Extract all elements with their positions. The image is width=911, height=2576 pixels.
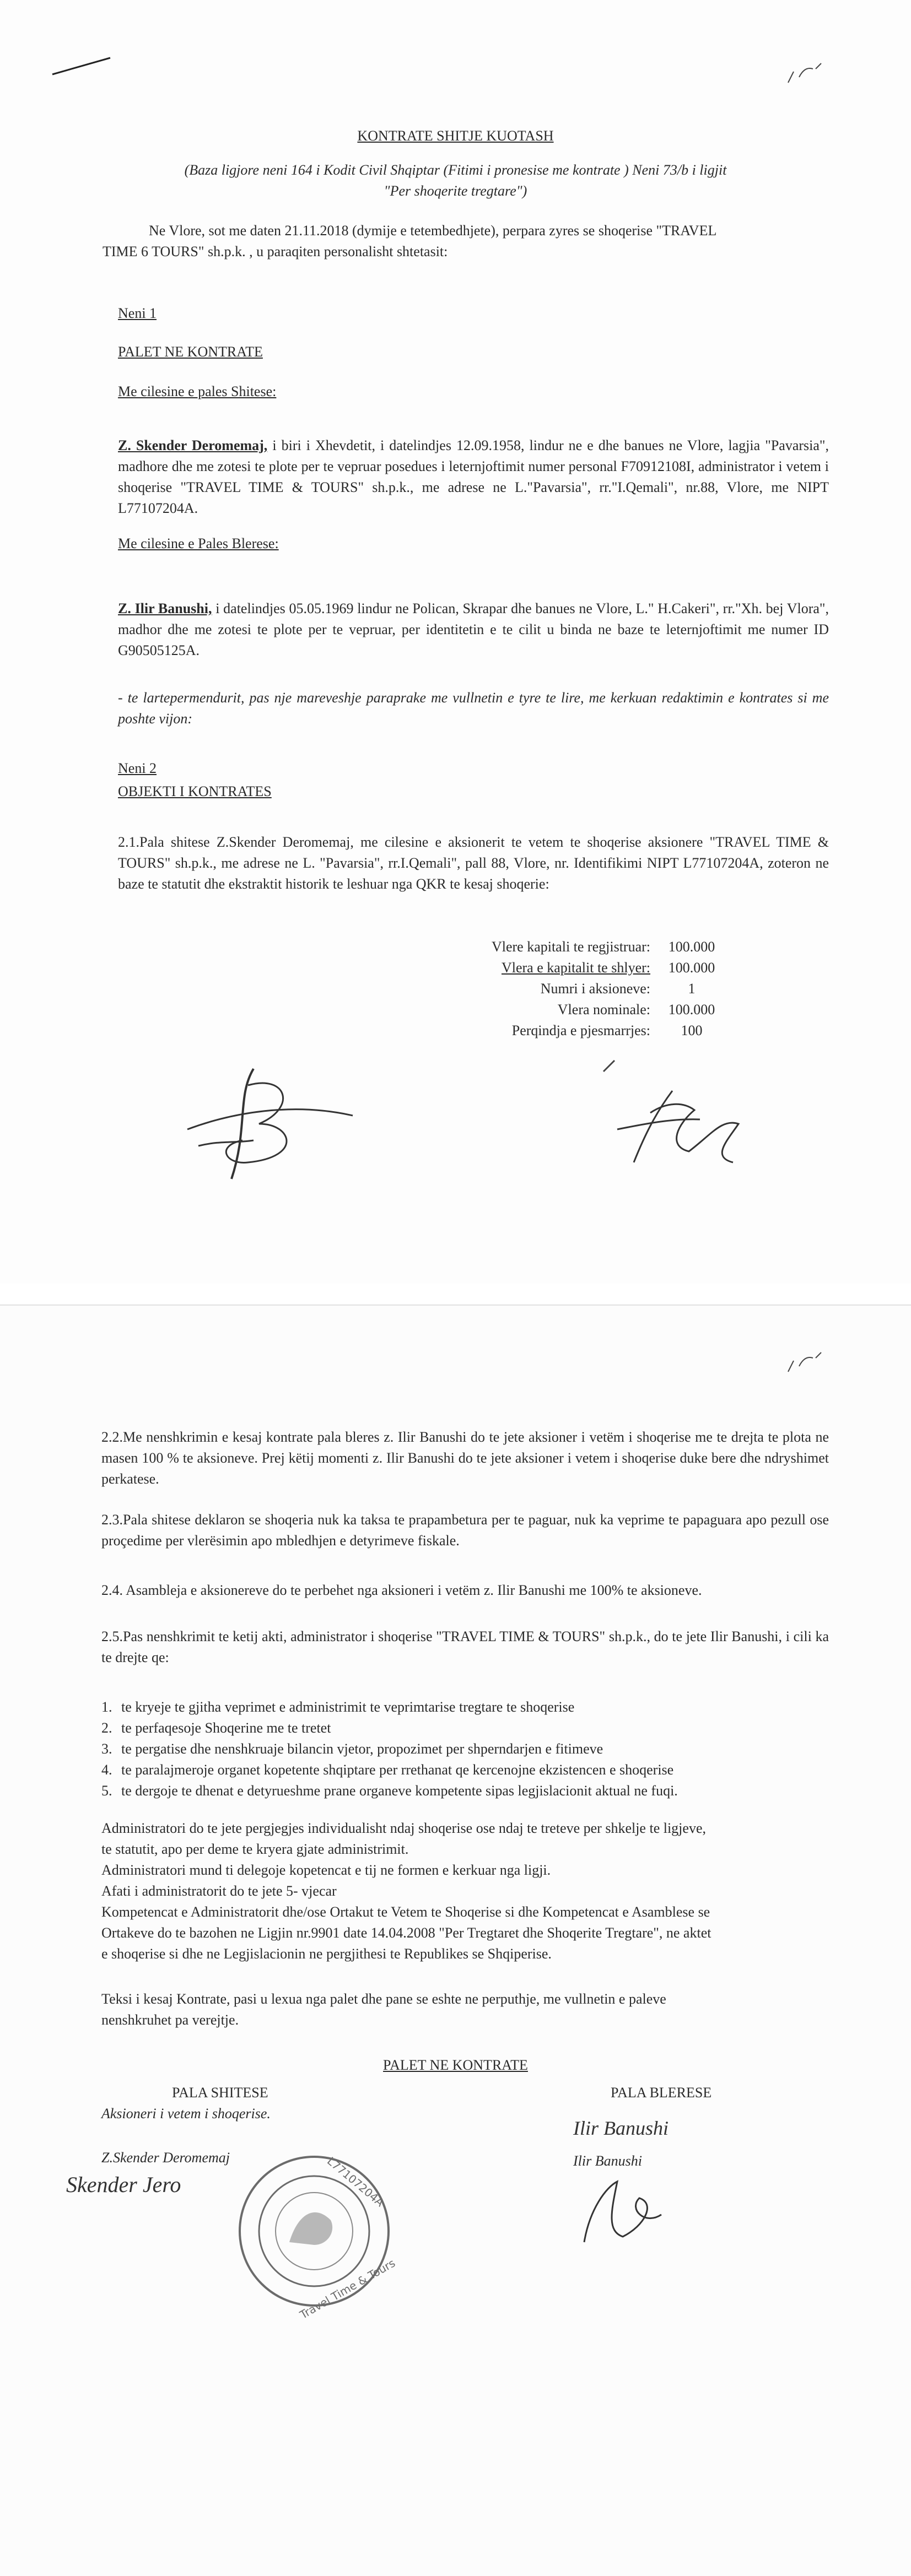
list-text: te kryeje te gjitha veprimet e administrimit te veprimtarise tregtare te shoqerise [121, 1699, 575, 1715]
capital-label: Perqindja e pjesmarrjes: [511, 1022, 650, 1038]
document-title: KONTRATE SHITJE KUOTASH [357, 128, 554, 144]
admin-text-line: te statutit, apo per deme te kryera gjate administrimit. [101, 1841, 409, 1857]
scan-mark [601, 1058, 617, 1074]
list-item [101, 1739, 678, 1760]
seller-handwritten-signature: Skender Jero [66, 2172, 181, 2197]
list-text: te perfaqesoje Shoqerine me te tretet [121, 1720, 331, 1736]
capital-label: Vlera nominale: [557, 1002, 650, 1018]
buyer-name: Z. Ilir Banushi, [118, 600, 212, 616]
company-stamp [231, 2149, 398, 2322]
seller-role: Aksioneri i vetem i shoqerise. [101, 2106, 271, 2122]
subject-heading: OBJEKTI I KONTRATES [118, 783, 272, 799]
contract-page-1 [0, 0, 911, 1284]
scan-mark [783, 61, 827, 88]
clause-2-3: 2.3.Pala shitese deklaron se shoqeria nuk ka taksa te prapambetura per te paguar, nuk ka veprime te papaguara apo pezull ose proçedime per vlerësimin apo mbledhjen e detyrimeve fiskale. [101, 1512, 829, 1549]
buyer-details: i datelindjes 05.05.1969 lindur ne Polican, Skrapar dhe banues ne Vlore, L." H.Cakeri", rr."Xh. bej Vlora", madhor dhe me zotesi te plote per te vepruar, per identitetin e te cilit u binda ne baze te leternjoftimit me numer ID G90505125A. [118, 600, 829, 658]
list-number: 2. [101, 1720, 112, 1736]
clause-2-1: 2.1.Pala shitese Z.Skender Deromemaj, me cilesine e aksionerit te vetem te shoqerise aksionere "TRAVEL TIME & TOURS" sh.p.k., me adrese ne L. "Pavarsia", rr.I.Qemali", pall 88, Vlore, nr. Identifikimi NIPT L77107204A, zoteron ne baze te statutit dhe ekstraktit historik te leshuar nga QKR te kesaj shoqerie: [118, 834, 829, 892]
intro-line-2: TIME 6 TOURS" sh.p.k. , u paraqiten personalisht shtetasit: [103, 243, 448, 259]
legal-basis-line-2: "Per shoqerite tregtare") [384, 183, 527, 199]
administrator-rights-list [101, 1697, 678, 1801]
admin-text-line: Afati i administratorit do te jete 5- vjecar [101, 1883, 337, 1899]
scan-mark [783, 1350, 827, 1377]
closing-line-2: nenshkruhet pa verejtje. [101, 2012, 239, 2028]
buyer-description [118, 598, 829, 661]
clause-2-4: 2.4. Asambleja e aksionereve do te perbehet nga aksioneri i vetëm z. Ilir Banushi me 100% te aksioneve. [101, 1582, 702, 1598]
seller-details: i biri i Xhevdetit, i datelindjes 12.09.1958, lindur ne e dhe banues ne Vlore, lagjia "Pavarsia", madhore dhe me zotesi te plote per te vepruar posedues i leternjoftimit numer personal F70912108I, administrator i vetem i shoqerise "TRAVEL TIME & TOURS" sh.p.k., me adrese ne L."Pavarsia", rr."I.Qemali", nr.88, Vlore, me NIPT L77107204A. [118, 437, 829, 516]
closing-line-1: Teksi i kesaj Kontrate, pasi u lexua nga palet dhe pane se eshte ne perputhje, me vullnetin e paleve [101, 1991, 666, 2007]
article-1-heading: Neni 1 [118, 305, 157, 321]
buyer-handwritten-signature: Ilir Banushi [573, 2117, 669, 2139]
seller-quality-label: Me cilesine e pales Shitese: [118, 383, 277, 399]
list-item [101, 1781, 678, 1801]
list-item [101, 1697, 678, 1718]
capital-row [441, 957, 772, 978]
parties-heading: PALET NE KONTRATE [118, 344, 263, 360]
page-gap [0, 1284, 911, 1306]
admin-text-line: Administratori mund ti delegoje kopetencat e tij ne formen e kerkuar nga ligji. [101, 1862, 551, 1878]
list-text: te dergoje te dhenat e detyrueshme prane organeve kompetente sipas legjislacionit aktual ne fuqi. [121, 1783, 678, 1799]
clause-2-5: 2.5.Pas nenshkrimit te ketij akti, administrator i shoqerise "TRAVEL TIME & TOURS" sh.p.k., do te jete Ilir Banushi, i cili ka te drejte qe: [101, 1628, 829, 1665]
admin-text-line: Administratori do te jete pergjegjes individualisht ndaj shoqerise ose ndaj te treteve per shkelje te ligjeve, [101, 1820, 706, 1836]
seller-label: PALA SHITESE [172, 2085, 268, 2101]
article-2-heading: Neni 2 [118, 760, 157, 776]
list-text: te pergatise dhe nenshkruaje bilancin vjetor, propozimet per shperndarjen e fitimeve [121, 1741, 603, 1757]
capital-label: Vlere kapitali te regjistruar: [491, 939, 650, 955]
capital-value: 1 [688, 981, 696, 997]
admin-text-line: Kompetencat e Administratorit dhe/ose Ortakut te Vetem te Shoqerise si dhe Kompetencat e Asamblese se [101, 1904, 710, 1920]
capital-row [441, 978, 772, 999]
seller-name: Z. Skender Deromemaj, [118, 437, 268, 453]
buyer-signatory-name: Ilir Banushi [573, 2153, 642, 2169]
capital-table [441, 937, 772, 1041]
buyer-label: PALA BLERESE [611, 2085, 712, 2101]
list-number: 3. [101, 1741, 112, 1757]
seller-signatory-name: Z.Skender Deromemaj [101, 2150, 230, 2166]
stamp-text: L77107204A [324, 2154, 387, 2210]
buyer-signature-scribble [573, 2176, 672, 2253]
seller-initials-signature [165, 1063, 364, 1190]
capital-row [441, 937, 772, 957]
list-item [101, 1718, 678, 1739]
legal-basis-line-1: (Baza ligjore neni 164 i Kodit Civil Shqiptar (Fitimi i pronesise me kontrate ) Neni 73/b i ligjit [184, 162, 727, 178]
seller-description [118, 435, 829, 519]
capital-label: Numri i aksioneve: [540, 981, 650, 997]
list-text: te paralajmeroje organet kopetente shqiptare per rrethanat qe kercenojne ekzistencen e shoqerise [121, 1762, 674, 1778]
list-number: 1. [101, 1699, 112, 1715]
capital-value: 100.000 [668, 960, 715, 976]
capital-value: 100.000 [668, 939, 715, 955]
admin-text-line: Ortakeve do te bazohen ne Ligjin nr.9901 date 14.04.2008 "Per Tregtaret dhe Shoqerite Tregtare", ne aktet [101, 1925, 711, 1941]
buyer-quality-label: Me cilesine e Pales Blerese: [118, 535, 279, 551]
parties-signature-heading: PALET NE KONTRATE [383, 2057, 528, 2073]
buyer-initials-signature [612, 1080, 755, 1173]
admin-text-line: e shoqerise si dhe ne Legjislacionin ne pergjithesi te Republikes se Shqiperise. [101, 1946, 552, 1962]
capital-row [441, 1020, 772, 1041]
capital-row [441, 999, 772, 1020]
capital-value: 100 [681, 1022, 703, 1038]
scan-mark [50, 55, 116, 77]
list-number: 4. [101, 1762, 112, 1778]
agreement-statement: - te lartepermendurit, pas nje mareveshje paraprake me vullnetin e tyre te lire, me kerkuan redaktimin e kontrates si me poshte vijon: [118, 690, 829, 727]
capital-value: 100.000 [668, 1002, 715, 1018]
clause-2-2: 2.2.Me nenshkrimin e kesaj kontrate pala bleres z. Ilir Banushi do te jete aksioner i vetëm i shoqerise me te drejta te plota ne masen 100 % te aksioneve. Prej këtij momenti z. Ilir Banushi do te jete aksioner i vetem i shoqerise duke bere dhe ndryshimet perkatese. [101, 1429, 829, 1487]
intro-line-1: Ne Vlore, sot me daten 21.11.2018 (dymije e tetembedhjete), perpara zyres se shoqerise "TRAVEL [149, 223, 717, 239]
list-number: 5. [101, 1783, 112, 1799]
capital-label: Vlera e kapitalit te shlyer: [501, 960, 650, 976]
stamp-text: Travel Time & Tours [297, 2256, 398, 2322]
list-item [101, 1760, 678, 1781]
